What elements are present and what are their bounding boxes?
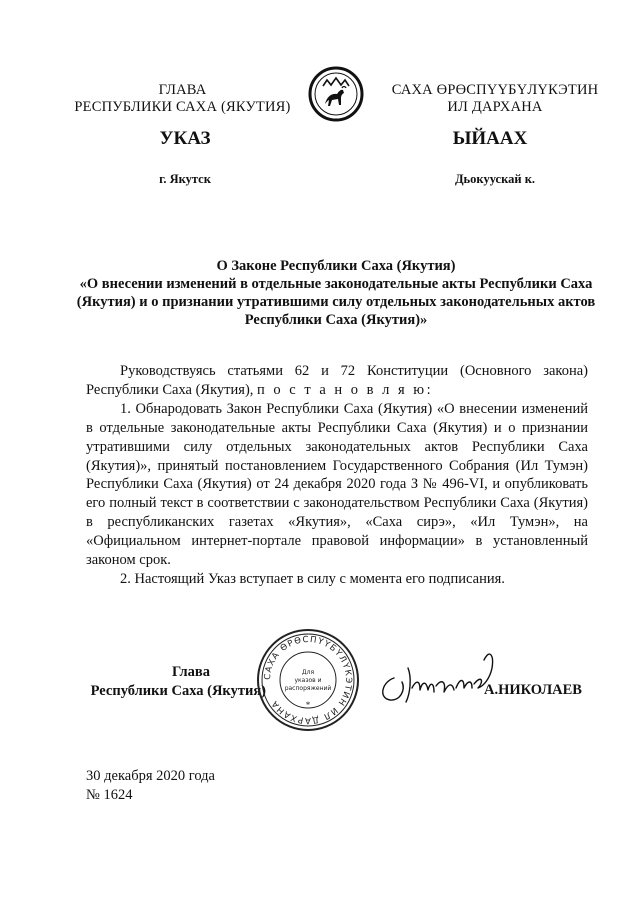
svg-text:*: * [305, 700, 311, 710]
signature-role-line-2: Республики Саха (Якутия) [90, 683, 266, 699]
signature-name: А.НИКОЛАЕВ [484, 682, 582, 698]
title-line-1: О Законе Республики Саха (Якутия) [216, 258, 456, 274]
city-left: г. Якутск [159, 172, 211, 186]
body-item-2: 2. Настоящий Указ вступает в силу с момента его подписания. [120, 570, 505, 587]
title-line-2: «О внесении изменений в отдельные законодательные акты Республики Саха (Якутия) и о признании утратившими силу отдельных законодательных актов Республики Саха (Якутия)» [76, 276, 596, 328]
header-right [380, 82, 610, 116]
document-body [86, 362, 588, 589]
header-left-line-2: РЕСПУБЛИКИ САХА (ЯКУТИЯ) [74, 99, 291, 115]
seal-center-line-2: указов и [294, 677, 322, 684]
seal-ring-text: САХА ӨРӨСПҮҮБҮЛҮКЭТИН ИЛ ДАРХАНА [262, 634, 354, 726]
seal-center-line-3: распоряжений [284, 685, 332, 692]
seal-center-line-1: Для [301, 669, 315, 676]
signature-role-line-1: Глава [171, 664, 210, 680]
document-number: № 1624 [86, 787, 133, 803]
body-intro-decree: п о с т а н о в л я ю: [257, 381, 434, 398]
header-right-line-2: ИЛ ДАРХАНА [447, 99, 543, 115]
coat-of-arms-icon [308, 66, 364, 122]
signature-role [86, 663, 266, 701]
city-right: Дьокуускай к. [454, 172, 536, 186]
document-date: 30 декабря 2020 года [86, 768, 215, 784]
official-seal-icon [256, 628, 360, 732]
body-item-1: 1. Обнародовать Закон Республики Саха (Якутия) «О внесении изменений в отдельные законодательные акты Республики Саха (Якутия) и о признании утратившими силу отдельных законодательных актов Республики Саха (Якутия)», принятый постановлением Государственного Собрания (Ил Тумэн) Республики Саха (Якутия) от 24 декабря 2020 года З № 496-VI, и опубликовать его полный текст в соответствии с законодательством Республики Саха (Якутия) в республиканских газетах «Якутия», «Саха сирэ», «Ил Тумэн», на «Официальном интернет-портале правовой информации» в установленный законом срок. [86, 400, 588, 569]
header-right-line-1: САХА ӨРӨСПҮҮБҮЛҮКЭТИН [391, 82, 599, 98]
body-intro [86, 362, 588, 400]
doc-type-left: УКАЗ [159, 128, 211, 149]
header-left [70, 82, 295, 116]
document-title [60, 257, 612, 329]
body-intro-text: Руководствуясь статьями 62 и 72 Конституции (Основного закона) Республики Саха (Якутия), [86, 363, 588, 398]
doc-type-right: ЫЙААХ [452, 128, 528, 149]
header-left-line-1: ГЛАВА [158, 82, 207, 98]
document-footer [86, 767, 215, 805]
